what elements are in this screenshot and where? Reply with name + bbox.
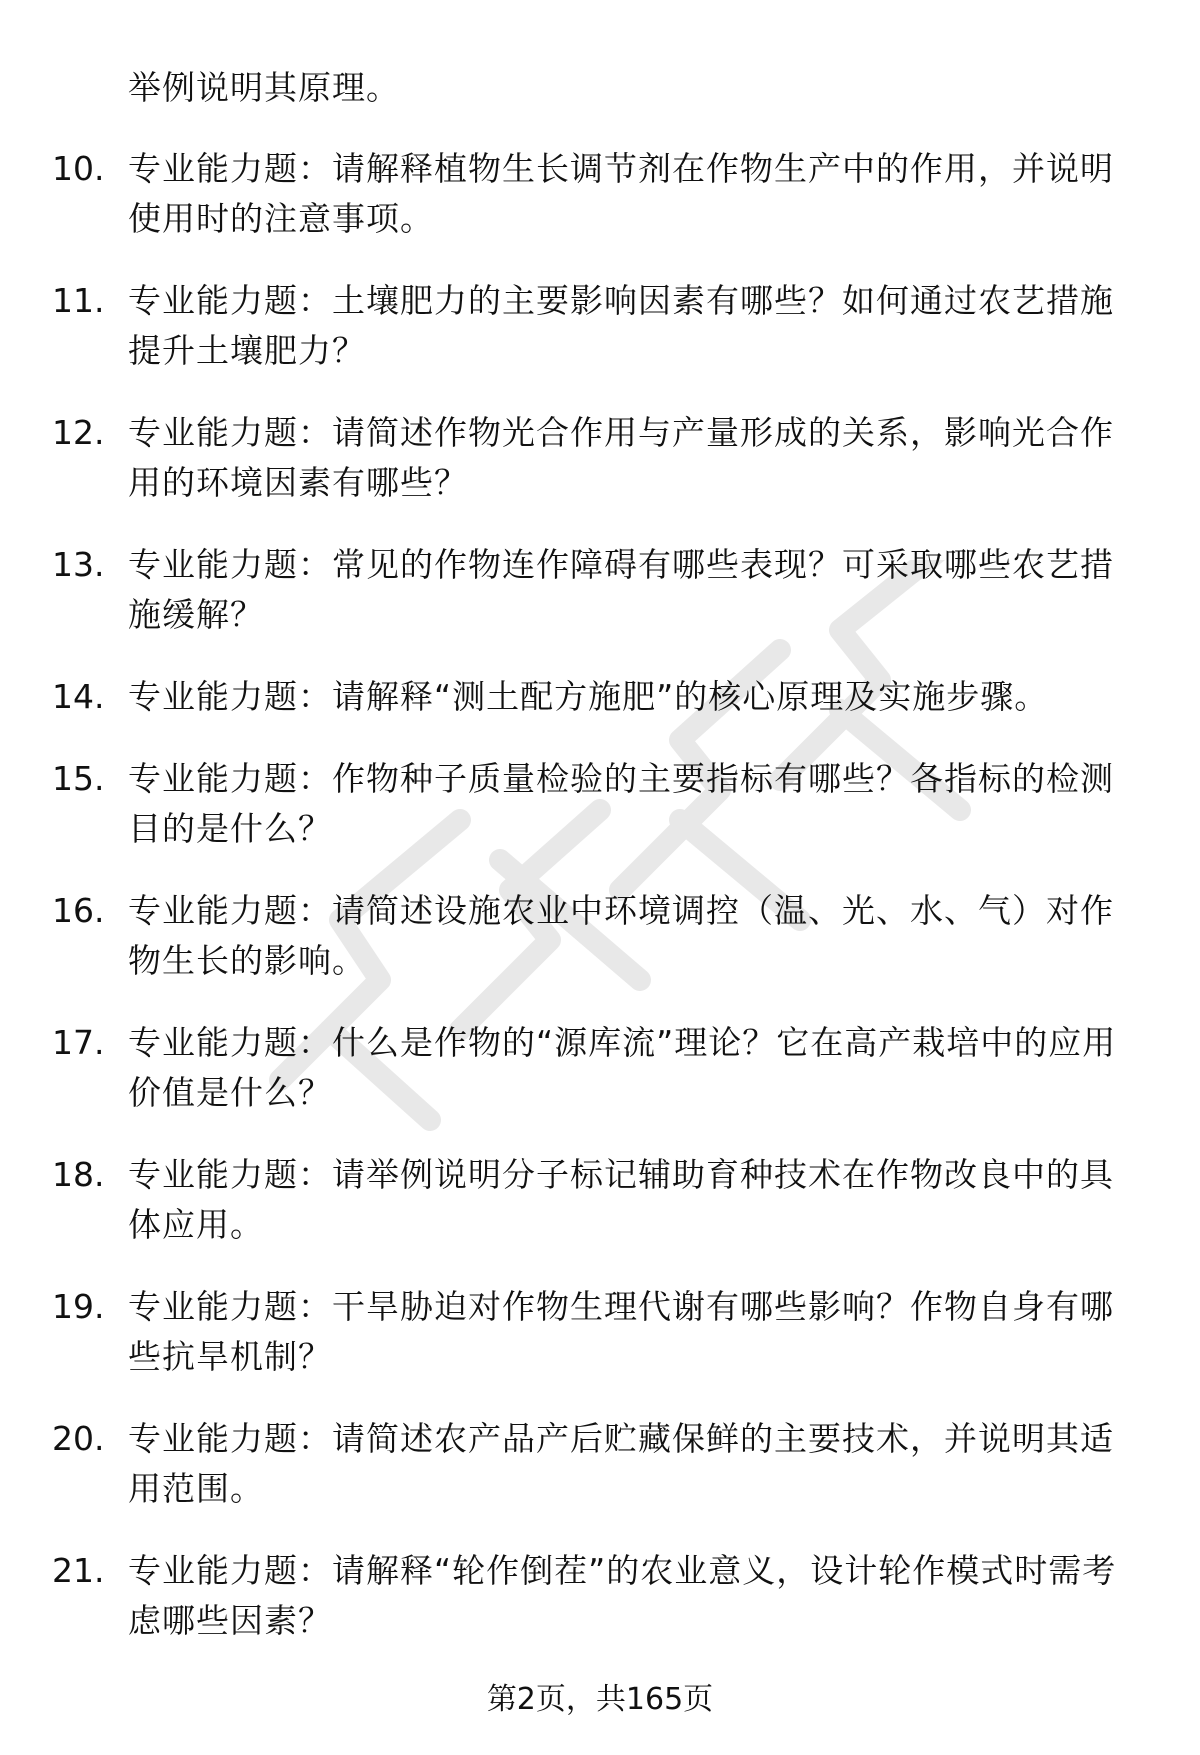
list-item: [0, 1018, 1200, 1150]
list-item: [0, 408, 1200, 540]
question-number: 10.: [52, 149, 105, 188]
question-number: 19.: [52, 1287, 105, 1326]
question-number: 14.: [52, 677, 105, 716]
question-number: 13.: [52, 545, 105, 584]
question-text: 专业能力题：请解释“轮作倒茬”的农业意义，设计轮作模式时需考虑哪些因素？: [128, 1551, 1117, 1640]
question-number: 11.: [52, 281, 105, 320]
list-item: [0, 1282, 1200, 1414]
question-number: 18.: [52, 1155, 105, 1194]
list-item: [0, 1546, 1200, 1678]
list-item: [0, 540, 1200, 672]
question-text: 专业能力题：请简述作物光合作用与产量形成的关系，影响光合作用的环境因素有哪些？: [128, 413, 1114, 502]
question-text: 专业能力题：什么是作物的“源库流”理论？它在高产栽培中的应用价值是什么？: [128, 1023, 1117, 1112]
question-text: 专业能力题：请简述农产品产后贮藏保鲜的主要技术，并说明其适用范围。: [128, 1419, 1114, 1508]
question-number: 12.: [52, 413, 105, 452]
question-text: 专业能力题：作物种子质量检验的主要指标有哪些？各指标的检测目的是什么？: [128, 759, 1114, 848]
question-text: 专业能力题：请解释“测土配方施肥”的核心原理及实施步骤。: [128, 677, 1049, 716]
question-number: 21.: [52, 1551, 105, 1590]
continuation-text: 举例说明其原理。: [128, 68, 400, 107]
question-text: 专业能力题：干旱胁迫对作物生理代谢有哪些影响？作物自身有哪些抗旱机制？: [128, 1287, 1114, 1376]
list-item: [0, 144, 1200, 276]
list-item: [0, 276, 1200, 408]
question-number: 17.: [52, 1023, 105, 1062]
list-item: [0, 672, 1200, 754]
question-number: 16.: [52, 891, 105, 930]
question-text: 专业能力题：请简述设施农业中环境调控（温、光、水、气）对作物生长的影响。: [128, 891, 1114, 980]
list-item: [0, 886, 1200, 1018]
list-item: [0, 1414, 1200, 1546]
list-item: [0, 754, 1200, 886]
question-text: 专业能力题：土壤肥力的主要影响因素有哪些？如何通过农艺措施提升土壤肥力？: [128, 281, 1114, 370]
question-number: 15.: [52, 759, 105, 798]
question-text: 专业能力题：常见的作物连作障碍有哪些表现？可采取哪些农艺措施缓解？: [128, 545, 1114, 634]
question-number: 20.: [52, 1419, 105, 1458]
question-list: [0, 144, 1200, 1678]
question-text: 专业能力题：请解释植物生长调节剂在作物生产中的作用，并说明使用时的注意事项。: [128, 149, 1114, 238]
list-item: [0, 1150, 1200, 1282]
question-text: 专业能力题：请举例说明分子标记辅助育种技术在作物改良中的具体应用。: [128, 1155, 1114, 1244]
page-number-footer: 第2页，共165页: [486, 1682, 714, 1717]
